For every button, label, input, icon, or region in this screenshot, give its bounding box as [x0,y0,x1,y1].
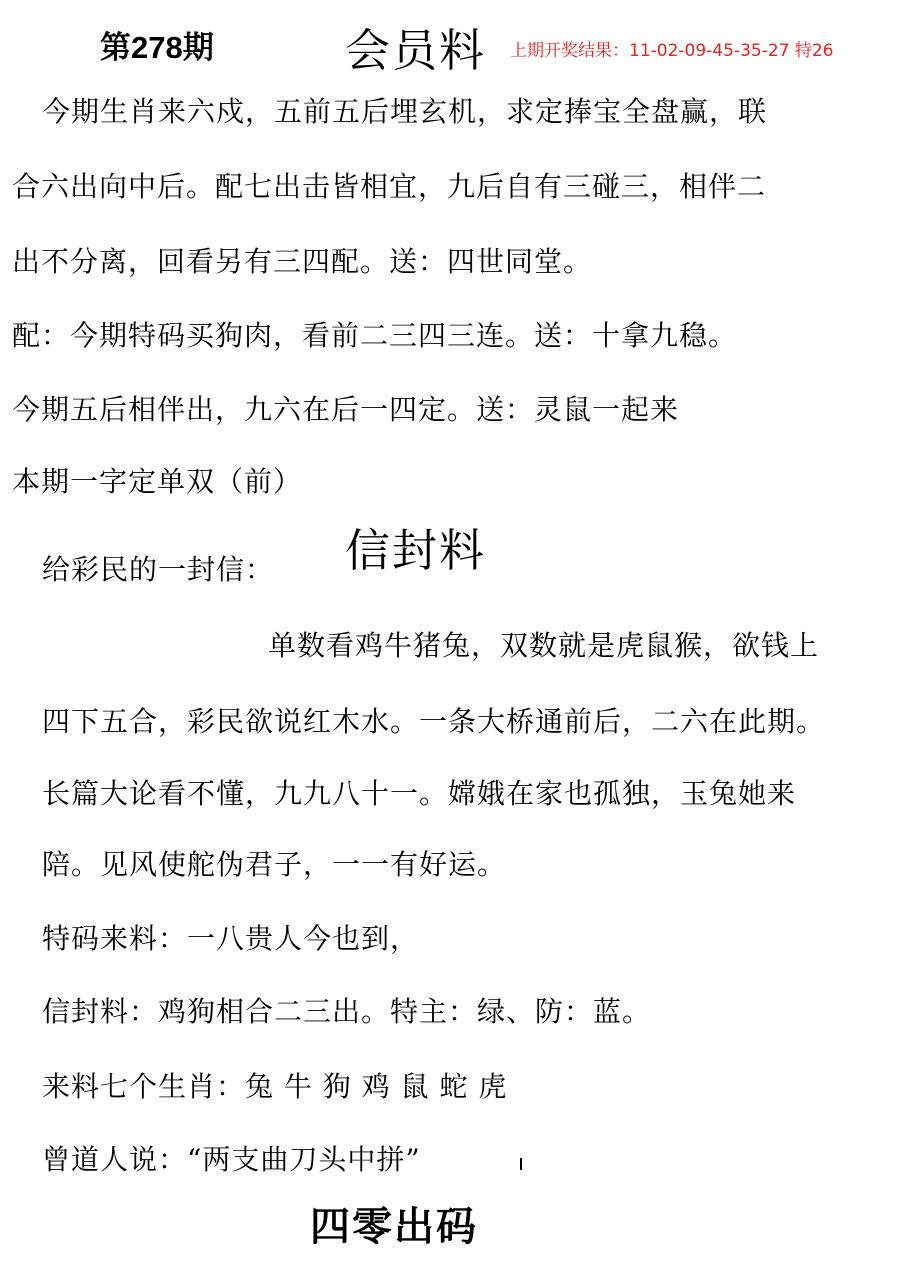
text-line: 出不分离，回看另有三四配。送：四世同堂。 [12,245,593,278]
text-line: 今期生肖来六戍，五前五后埋玄机，求定捧宝全盘赢，联 [42,95,768,128]
last-draw-result: 上期开奖结果：11-02-09-45-35-27 特26 [510,41,834,61]
text-line: 长篇大论看不懂，九九八十一。嫦娥在家也孤独，玉兔她来 [42,777,797,810]
text-line: 来料七个生肖：兔 牛 狗 鸡 鼠 蛇 虎 [42,1070,508,1103]
text-line: 配：今期特码买狗肉，看前二三四三连。送：十拿九稳。 [12,319,738,352]
stray-mark [520,1158,522,1170]
text-line: 本期一字定单双（前） [12,465,303,498]
letter-intro: 给彩民的一封信： [42,553,275,586]
footer-title: 四零出码 [310,1203,478,1250]
text-line: 曾道人说：“两支曲刀头中拼” [42,1143,421,1176]
text-line: 今期五后相伴出，九六在后一四定。送：灵鼠一起来 [12,393,680,426]
text-line: 合六出向中后。配七出击皆相宜，九后自有三碰三，相伴二 [12,170,767,203]
text-line: 信封料：鸡狗相合二三出。特主：绿、防：蓝。 [42,995,652,1028]
issue-number: 第278期 [100,30,214,65]
text-line: 陪。见风使舵伪君子，一一有好运。 [42,848,507,881]
text-line: 单数看鸡牛猪兔，双数就是虎鼠猴，欲钱上 [268,629,820,662]
page-title: 会员料 [345,24,487,77]
text-line: 特码来料：一八贵人今也到， [42,922,420,955]
text-line: 四下五合，彩民欲说红木水。一条大桥通前后，二六在此期。 [42,705,826,738]
section-title: 信封料 [345,524,487,577]
